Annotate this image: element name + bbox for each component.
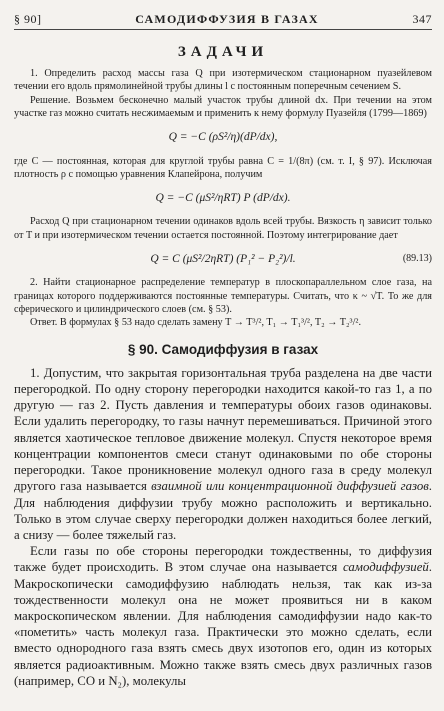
- tasks-heading: ЗАДАЧИ: [177, 44, 269, 60]
- solution-1: Решение. Возьмем бесконечно малый участок трубы длиной dx. При течении на этом участке газ можно считать несжимаемым и применить к нему формулу Пуазейля (1799—1869): [14, 94, 432, 120]
- task-2: 2. Найти стационарное распределение температур в плоскопараллельном слое газа, на границах которого поддерживаются постоянные температуры. Считать, что κ ~ √T. То же для сферического и цилиндрического слоев (см. § 53).: [14, 277, 432, 316]
- section-heading: § 90. Самодиффузия в газах: [127, 341, 319, 357]
- term-self-diffusion: самодиффузией: [343, 560, 429, 575]
- section-body: [14, 365, 432, 689]
- body-paragraph-2: [14, 543, 432, 689]
- page-number: 347: [412, 12, 432, 26]
- task-1: 1. Определить расход массы газа Q при изотермическом стационарном пуазейлевом течении его вдоль прямолинейной трубы длины l с постоянным поперечным сечением S.: [14, 68, 432, 93]
- header-section: § 90]: [14, 12, 42, 26]
- body-text: . Для наблюдения диффузии трубу можно расположить и вертикально. Только в этом случае сверху перегородки должен находиться более легкий, а снизу — более тяжелый газ.: [14, 479, 432, 542]
- answer-2: Ответ. В формулах § 53 надо сделать замену T → T³/², T₁ → T₁³/², T₂ → T₂³/².: [30, 317, 362, 329]
- running-header: [14, 12, 432, 30]
- paragraph-constant: где C — постоянная, которая для круглой трубы равна C = 1/(8π) (см. т. I, § 97). Исключая плотность ρ с помощью уравнения Клапейрона, получим: [14, 155, 432, 181]
- body-text: Если газы по обе стороны перегородки тождественны, то диффузия также будет происходить. В этом случае она называется: [14, 544, 432, 575]
- tasks-block: [14, 67, 432, 330]
- formula-3-body: Q = C (μS²/2ηRT) (P₁² − P₂²)/l.: [150, 252, 296, 265]
- term-mutual-diffusion: взаимной или концентрационной диффузией газов: [151, 479, 429, 494]
- body-text: 1. Допустим, что закрытая горизонтальная труба разделена на две части перегородкой. По одну сторону перегородки находится какой-то газ 1, а по другую — газ 2. Пусть давления и температуры обоих газов одинаковы. Если удалить перегородку, то газы начнут перемешиваться. Причиной этого является хаотическое тепловое движение молекул. Спустя некоторое время концентрации компонентов смеси станут одинаковыми по обе стороны перегородки. Такое проникновение молекул одного газа в среду молекул другого газа называется: [14, 365, 432, 494]
- formula-2: Q = −C (μS²/ηRT) P (dP/dx).: [155, 191, 291, 204]
- header-title: САМОДИФФУЗИЯ В ГАЗАХ: [135, 12, 319, 26]
- equation-number: (89.13): [402, 253, 432, 265]
- formula-1: Q = −C (ρS²/η)(dP/dx),: [168, 130, 278, 143]
- formula-3: [14, 242, 432, 276]
- body-text: . Макроскопически самодиффузию наблюдать нельзя, так как из-за тождественности молекул она не может проявиться ни в каком макроскопическом явлении. Для наблюдения самодиффузии надо как-то «пометить» часть молекул газа. Практически это можно сделать, если вместо однородного газа взять смесь двух изотопов его, один из которых является радиоактивным. Можно также взять смесь двух различных газов (например, CO и N₂), молекулы: [14, 560, 432, 688]
- body-paragraph-1: [14, 365, 432, 543]
- paragraph-integration: Расход Q при стационарном течении одинаков вдоль всей трубы. Вязкость η зависит только от T и при изотермическом течении остается постоянной. Поэтому интегрирование дает: [14, 216, 432, 241]
